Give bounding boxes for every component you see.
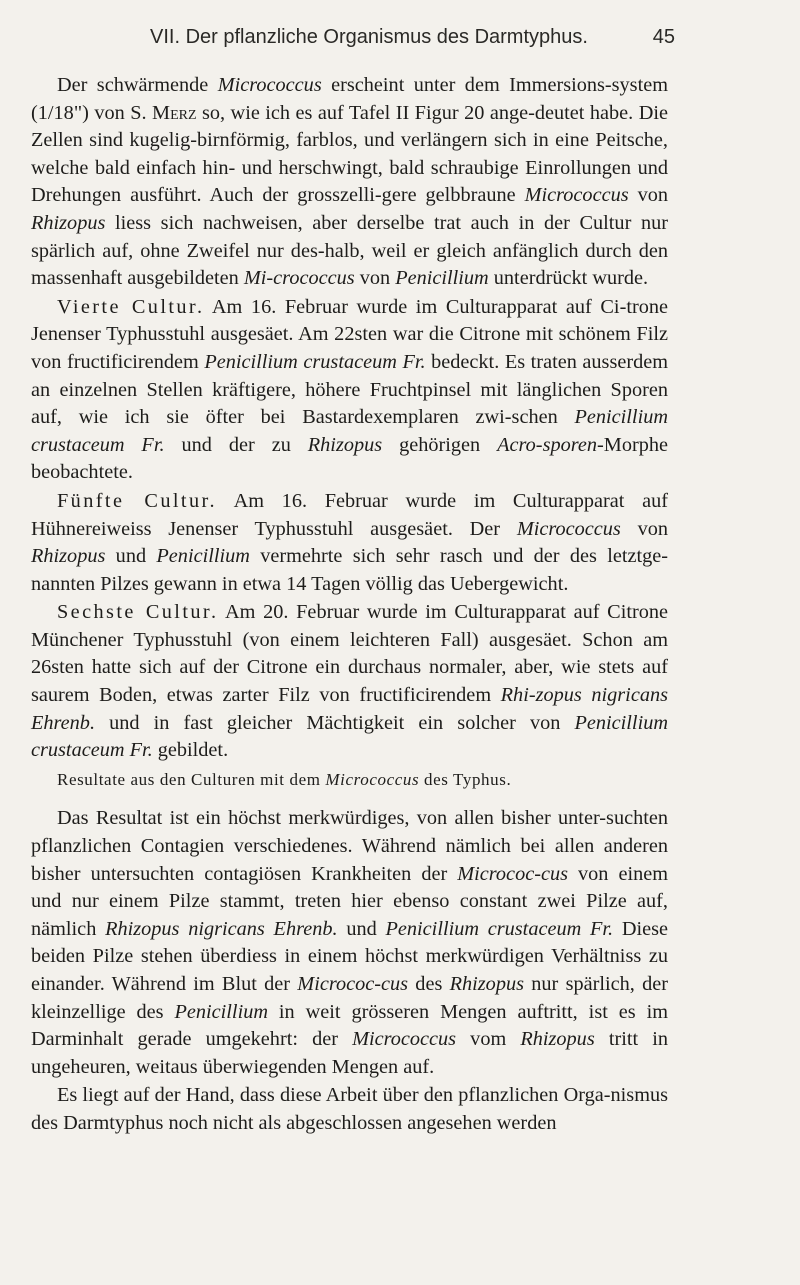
- paragraph-resultat: Das Resultat ist ein höchst merkwürdiges, von allen bisher unter-suchten pflanzlichen Contagien verschiedenes. Während nämlich bei allen anderen bisher untersuchten contagiösen Krankheiten der Micrococ-cus von einem und nur einem Pilze stammt, treten hier ebenso constant zwei Pilze auf, nämlich Rhizopus nigricans Ehrenb. und Penicillium crustaceum Fr. Diese beiden Pilze stehen überdiess in einem höchst merkwürdigen Verhältniss zu einander. Während im Blut der Micrococ-cus des Rhizopus nur spärlich, der kleinzellige des Penicillium in weit grösseren Mengen auftritt, ist es im Darminhalt gerade umgekehrt: der Micrococcus vom Rhizopus tritt in ungeheuren, weitaus überwiegenden Mengen auf.: [31, 807, 669, 1078]
- paragraph-sechste-cultur: Sechste Cultur. Am 20. Februar wurde im Culturapparat auf Citrone Münchener Typhusstuhl (von einem leichteren Fall) ausgesäet. Schon am 26sten hatte sich auf der Citrone ein durchaus normaler, aber, wie stets auf saurem Boden, etwas zarter Filz von fructificirendem Rhi-zopus nigricans Ehrenb. und in fast gleicher Mächtigkeit ein solcher von Penicillium crustaceum Fr. gebildet.: [31, 601, 669, 762]
- paragraph-fuenfte-cultur: Fünfte Cultur. Am 16. Februar wurde im Culturapparat auf Hühnereiweiss Jenenser Typhusstuhl ausgesäet. Der Micrococcus von Rhizopus und Penicillium vermehrte sich sehr rasch und der des letztge-nannten Pilzes gewann in etwa 14 Tagen völlig das Uebergewicht.: [31, 489, 668, 595]
- culture-label: Sechste Cultur.: [57, 601, 219, 624]
- person-name: Merz: [152, 101, 197, 124]
- culture-label: Fünfte Cultur.: [57, 489, 218, 512]
- body-text: [31, 72, 668, 1138]
- paragraph-micrococcus-description: Der schwärmende Micrococcus erscheint unter dem Immersions-system (1/18") von S. Merz so, wie ich es auf Tafel II Figur 20 ange-deutet habe. Die Zellen sind kugelig-birnförmig, farblos, und verlängern sich in eine Peitsche, welche bald einfach hin- und herschwingt, bald schraubige Einrollungen und Drehungen ausführt. Auch der grosszelli-gere gelbbraune Micrococcus von Rhizopus liess sich nachweisen, aber derselbe trat auch in der Cultur nur spärlich auf, ohne Zweifel nur des-halb, weil er gleich anfänglich durch den massenhaft ausgebildeten Mi-crococcus von Penicillium unterdrückt wurde.: [31, 74, 668, 290]
- running-header: [150, 24, 675, 54]
- page-number: 45: [652, 26, 675, 48]
- culture-label: Vierte Cultur.: [57, 295, 205, 318]
- lens-fraction: 1/18": [37, 101, 83, 124]
- section-heading: Resultate aus den Culturen mit dem Micrococcus des Typhus.: [57, 769, 512, 789]
- paragraph-vierte-cultur: Vierte Cultur. Am 16. Februar wurde im Culturapparat auf Ci-trone Jenenser Typhusstuhl ausgesäet. Am 22sten war die Citrone mit schönem Filz von fructificirendem Penicillium crustaceum Fr. bedeckt. Es traten ausserdem an einzelnen Stellen kräftigere, höhere Fruchtpinsel mit länglichen Sporen auf, wie ich sie öfter bei Bastardexemplaren zwi-schen Penicillium crustaceum Fr. und der zu Rhizopus gehörigen Acro-sporen-Morphe beobachtete.: [31, 295, 669, 484]
- running-title: VII. Der pflanzliche Organismus des Darmtyphus.: [150, 26, 588, 48]
- paragraph-conclusion: Es liegt auf der Hand, dass diese Arbeit über den pflanzlichen Orga-nismus des Darmtyphus noch nicht als abgeschlossen angesehen werden: [31, 1084, 668, 1134]
